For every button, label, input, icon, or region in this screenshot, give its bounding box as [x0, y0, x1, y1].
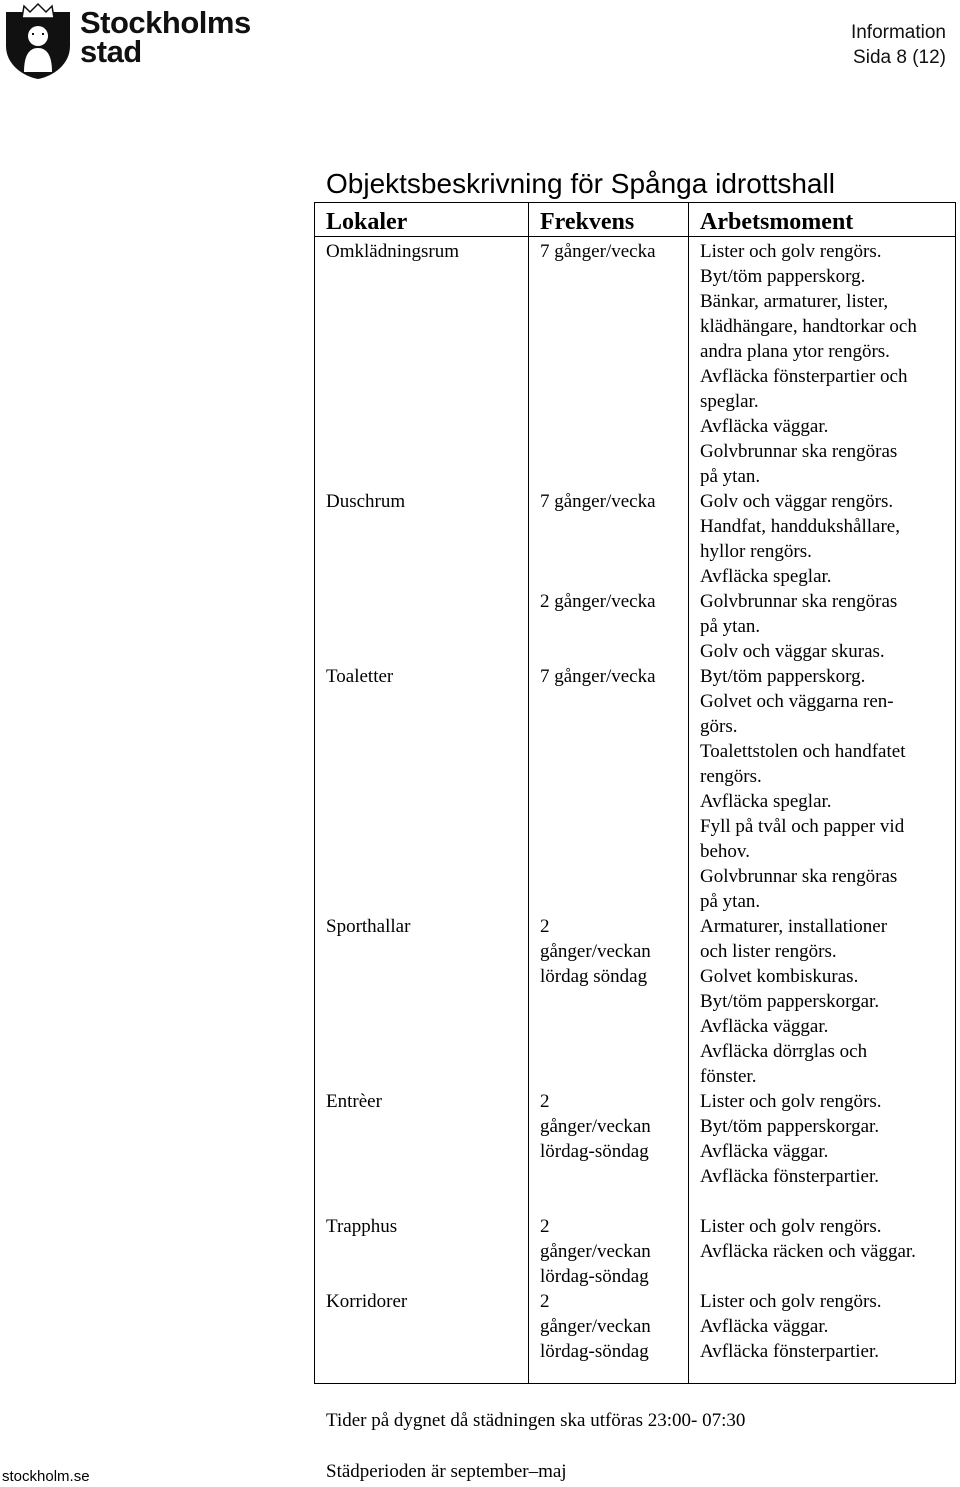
arbetsmoment-line: Avfläcka väggar.: [700, 1016, 829, 1037]
frekvens-line: gånger/veckan: [540, 1241, 651, 1262]
cell-frekvens: [540, 489, 656, 614]
arbetsmoment-line: och lister rengörs.: [700, 941, 837, 962]
arbetsmoment-line: på ytan.: [700, 616, 761, 637]
arbetsmoment-line: Golvbrunnar ska rengöras: [700, 441, 898, 462]
arbetsmoment-line: andra plana ytor rengörs.: [700, 341, 890, 362]
cell-frekvens: [540, 239, 656, 264]
frekvens-line: 2 gånger/vecka: [540, 591, 656, 612]
arbetsmoment-line: Avfläcka speglar.: [700, 566, 832, 587]
arbetsmoment-line: Golvbrunnar ska rengöras: [700, 591, 898, 612]
cell-frekvens: [540, 1214, 651, 1289]
cell-frekvens: [540, 914, 651, 989]
arbetsmoment-line: rengörs.: [700, 766, 762, 787]
frekvens-line: [540, 514, 656, 539]
arbetsmoment-line: Golv och väggar rengörs.: [700, 491, 894, 512]
cell-arbetsmoment: [700, 239, 917, 489]
frekvens-line: gånger/veckan: [540, 1116, 651, 1137]
arbetsmoment-line: Fyll på tvål och papper vid: [700, 816, 905, 837]
frekvens-line: lördag-söndag: [540, 1341, 649, 1362]
header-divider: [315, 236, 955, 237]
cell-arbetsmoment: [700, 1214, 916, 1264]
objects-table: [314, 202, 956, 1384]
logo-text-line1: Stockholms: [80, 5, 251, 40]
arbetsmoment-line: Lister och golv rengörs.: [700, 1216, 882, 1237]
frekvens-line: 2: [540, 916, 550, 937]
frekvens-line: gånger/veckan: [540, 941, 651, 962]
cell-lokal: Trapphus: [326, 1216, 398, 1237]
cell-lokal: Duschrum: [326, 491, 406, 512]
arbetsmoment-line: Byt/töm papperskorg.: [700, 666, 866, 687]
stockholm-crown-shield-icon: [4, 2, 72, 80]
cell-arbetsmoment: [700, 1089, 882, 1189]
logo-text-line2: stad: [80, 34, 142, 69]
arbetsmoment-line: Golv och väggar skuras.: [700, 641, 885, 662]
arbetsmoment-line: Handfat, handdukshållare,: [700, 516, 900, 537]
frekvens-line: 7 gånger/vecka: [540, 491, 656, 512]
frekvens-line: [540, 539, 656, 564]
arbetsmoment-line: Avfläcka fönsterpartier och: [700, 366, 908, 387]
column-header-arbetsmoment: Arbetsmoment: [700, 209, 854, 235]
arbetsmoment-line: klädhängare, handtorkar och: [700, 316, 917, 337]
arbetsmoment-line: Avfläcka dörrglas och: [700, 1041, 868, 1062]
arbetsmoment-line: Avfläcka fönsterpartier.: [700, 1341, 880, 1362]
arbetsmoment-line: Armaturer, installationer: [700, 916, 888, 937]
arbetsmoment-line: Avfläcka speglar.: [700, 791, 832, 812]
arbetsmoment-line: på ytan.: [700, 466, 761, 487]
arbetsmoment-line: Golvet kombiskuras.: [700, 966, 859, 987]
arbetsmoment-line: Avfläcka fönsterpartier.: [700, 1166, 880, 1187]
arbetsmoment-line: Byt/töm papperskorg.: [700, 266, 866, 287]
arbetsmoment-line: fönster.: [700, 1066, 757, 1087]
logo: [4, 2, 251, 82]
column-divider: [688, 203, 689, 1383]
cell-lokal: Sporthallar: [326, 916, 411, 937]
arbetsmoment-line: Golvbrunnar ska rengöras: [700, 866, 898, 887]
cleaning-times: Tider på dygnet då städningen ska utföras 23:00- 07:30: [326, 1410, 746, 1431]
cell-lokal: Toaletter: [326, 666, 394, 687]
arbetsmoment-line: Avfläcka räcken och väggar.: [700, 1241, 916, 1262]
arbetsmoment-line: Lister och golv rengörs.: [700, 1091, 882, 1112]
arbetsmoment-line: Avfläcka väggar.: [700, 416, 829, 437]
cell-frekvens: [540, 1089, 651, 1164]
cell-frekvens: [540, 664, 656, 689]
column-header-lokaler: Lokaler: [326, 209, 408, 235]
arbetsmoment-line: Avfläcka väggar.: [700, 1316, 829, 1337]
cell-arbetsmoment: [700, 489, 900, 664]
doc-type: Information: [850, 22, 946, 43]
frekvens-line: lördag-söndag: [540, 1266, 649, 1287]
cell-arbetsmoment: [700, 664, 905, 914]
arbetsmoment-line: Byt/töm papperskorgar.: [700, 991, 880, 1012]
frekvens-line: gånger/veckan: [540, 1316, 651, 1337]
arbetsmoment-line: görs.: [700, 716, 738, 737]
arbetsmoment-line: Golvet och väggarna ren-: [700, 691, 894, 712]
frekvens-line: 7 gånger/vecka: [540, 666, 656, 687]
header-meta: [851, 20, 946, 70]
frekvens-line: [540, 564, 656, 589]
cell-lokal: Entrèer: [326, 1091, 382, 1112]
column-divider: [528, 203, 529, 1383]
arbetsmoment-line: Lister och golv rengörs.: [700, 241, 882, 262]
arbetsmoment-line: Lister och golv rengörs.: [700, 1291, 882, 1312]
cell-arbetsmoment: [700, 914, 887, 1089]
frekvens-line: 2: [540, 1091, 550, 1112]
arbetsmoment-line: Avfläcka väggar.: [700, 1141, 829, 1162]
frekvens-line: 2: [540, 1291, 550, 1312]
cleaning-period: Städperioden är september–maj: [326, 1461, 567, 1482]
frekvens-line: lördag-söndag: [540, 1141, 649, 1162]
arbetsmoment-line: Bänkar, armaturer, lister,: [700, 291, 889, 312]
arbetsmoment-line: speglar.: [700, 391, 759, 412]
cell-lokal: Korridorer: [326, 1291, 408, 1312]
site-url: stockholm.se: [2, 1468, 90, 1485]
frekvens-line: 7 gånger/vecka: [540, 241, 656, 262]
page-number: Sida 8 (12): [853, 47, 946, 68]
arbetsmoment-line: Byt/töm papperskorgar.: [700, 1116, 880, 1137]
cell-arbetsmoment: [700, 1289, 882, 1364]
column-header-frekvens: Frekvens: [540, 209, 635, 235]
cell-frekvens: [540, 1289, 651, 1364]
frekvens-line: 2: [540, 1216, 550, 1237]
arbetsmoment-line: på ytan.: [700, 891, 761, 912]
cell-lokal: Omklädningsrum: [326, 241, 459, 262]
logo-text: [80, 5, 251, 69]
arbetsmoment-line: hyllor rengörs.: [700, 541, 812, 562]
frekvens-line: lördag söndag: [540, 966, 648, 987]
arbetsmoment-line: Toalettstolen och handfatet: [700, 741, 906, 762]
page-title: Objektsbeskrivning för Spånga idrottshall: [326, 168, 835, 199]
arbetsmoment-line: behov.: [700, 841, 750, 862]
